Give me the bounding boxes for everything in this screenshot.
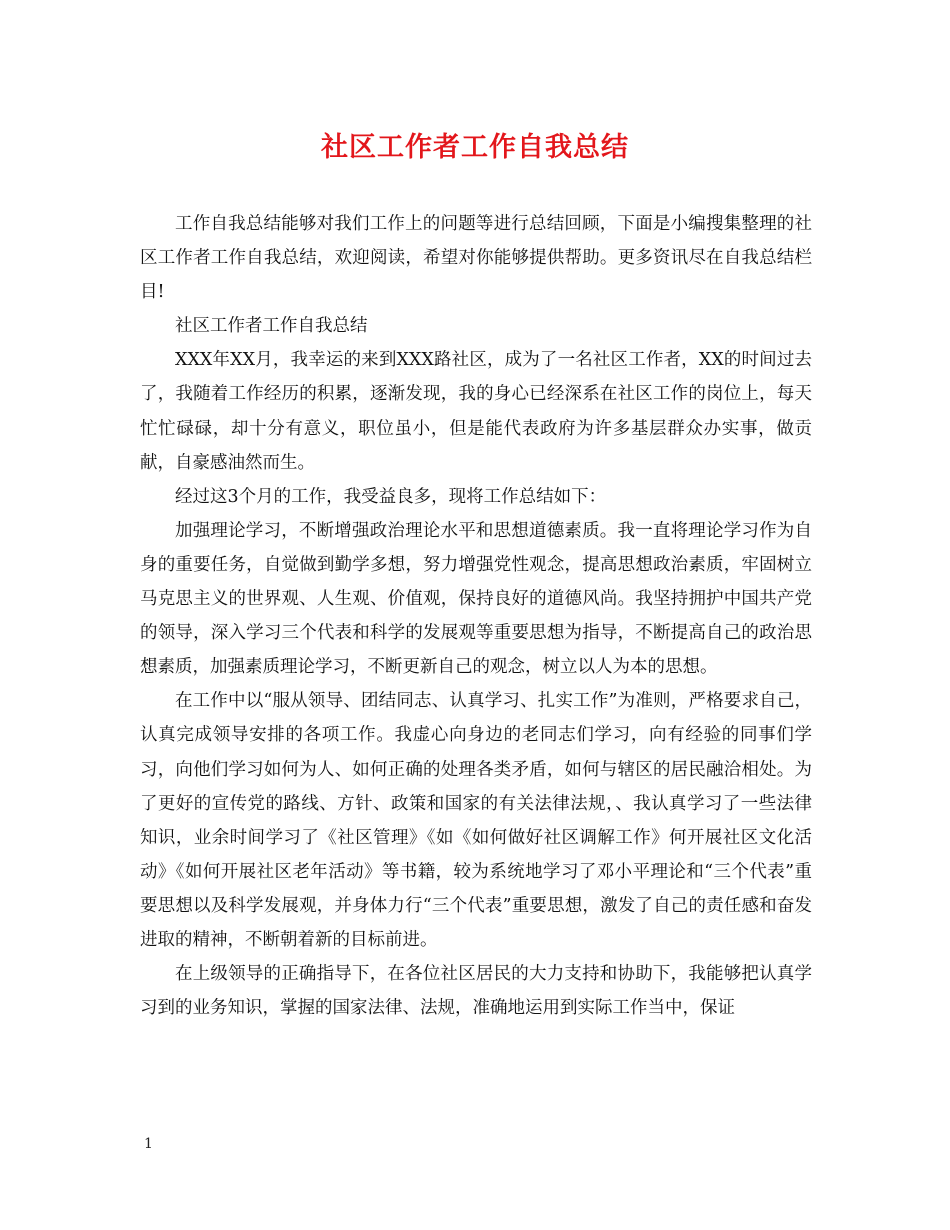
subtitle-paragraph: 社区工作者工作自我总结 (175, 316, 368, 337)
document-body (140, 207, 812, 1025)
intro-paragraph: 工作自我总结能够对我们工作上的问题等进行总结回顾，下面是小编搜集整理的社区工作者工作自我总结，欢迎阅读，希望对你能够提供帮助。更多资讯尽在自我总结栏目! (140, 214, 812, 303)
document-title: 社区工作者工作自我总结 (321, 132, 629, 163)
body-paragraph: 经过这3个月的工作，我受益良多，现将工作总结如下： (175, 486, 607, 507)
page-number: 1 (144, 1136, 153, 1152)
body-paragraph: 加强理论学习，不断增强政治理论水平和思想道德素质。我一直将理论学习作为自身的重要任务，自觉做到勤学多想，努力增强党性观念，提高思想政治素质，牢固树立马克思主义的世界观、人生观、价值观，保持良好的道德风尚。我坚持拥护中国共产党的领导，深入学习三个代表和科学的发展观等重要思想为指导，不断提高自己的政治思想素质，加强素质理论学习，不断更新自己的观念，树立以人为本的思想。 (140, 520, 812, 678)
body-paragraph: 在工作中以“服从领导、团结同志、认真学习、扎实工作”为准则，严格要求自己，认真完成领导安排的各项工作。我虚心向身边的老同志们学习，向有经验的同事们学习，向他们学习如何为人、如何正确的处理各类矛盾，如何与辖区的居民融洽相处。为了更好的宣传党的路线、方针、政策和国家的有关法律法规，、我认真学习了一些法律知识，业余时间学习了《社区管理》《如《如何做好社区调解工作》何开展社区文化活动》《如何开展社区老年活动》等书籍，较为系统地学习了邓小平理论和“三个代表”重要思想以及科学发展观，并身体力行“三个代表”重要思想，激发了自己的责任感和奋发进取的精神，不断朝着新的目标前进。 (140, 691, 812, 950)
body-paragraph: XXX年XX月，我幸运的来到XXX路社区，成为了一名社区工作者，XX的时间过去了，我随着工作经历的积累，逐渐发现，我的身心已经深系在社区工作的岗位上，每天忙忙碌碌，却十分有意义，职位虽小，但是能代表政府为许多基层群众办实事，做贡献，自豪感油然而生。 (140, 350, 812, 473)
body-paragraph: 在上级领导的正确指导下，在各位社区居民的大力支持和协助下，我能够把认真学习到的业务知识，掌握的国家法律、法规，准确地运用到实际工作当中，保证 (140, 964, 812, 1019)
